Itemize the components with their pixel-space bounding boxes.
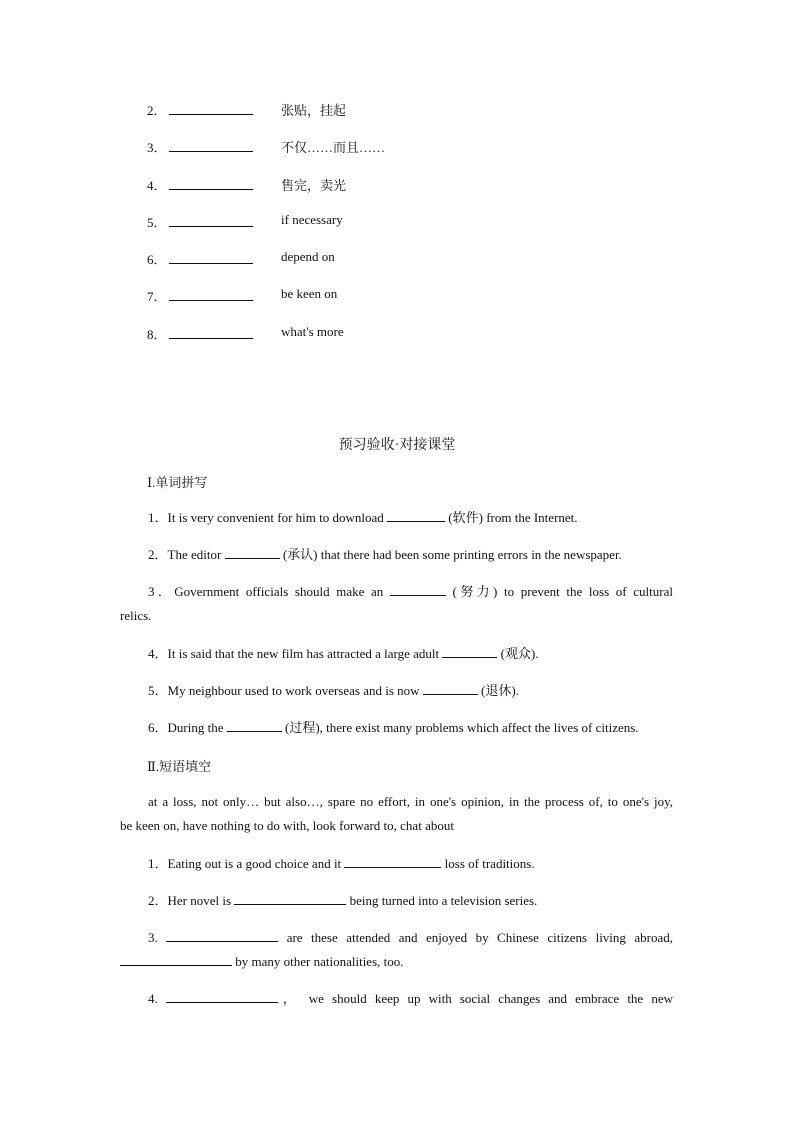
answer-blank[interactable] (166, 990, 278, 1003)
answer-blank[interactable] (169, 175, 253, 190)
question-text: Her novel is (167, 893, 235, 908)
question-item (120, 506, 673, 530)
item-number: 4. (148, 991, 166, 1006)
question-line (120, 580, 673, 604)
question-text: loss of traditions. (441, 856, 535, 871)
answer-blank[interactable] (169, 137, 253, 152)
item-number: 2． (147, 103, 167, 118)
question-text: Government officials should make an (174, 584, 390, 599)
answer-blank[interactable] (390, 583, 446, 596)
hint: (观众) (497, 646, 536, 661)
answer-blank[interactable] (120, 953, 232, 966)
question-text: My neighbour used to work overseas and is now (167, 683, 423, 698)
hint: (承认) (279, 547, 321, 562)
question-item (120, 852, 673, 876)
item-number: 6． (148, 720, 168, 735)
question-line (120, 950, 673, 974)
item-number: 7． (147, 289, 167, 304)
item-number: 3． (148, 584, 175, 599)
question-text: . (535, 646, 539, 661)
answer-blank[interactable] (166, 929, 278, 942)
question-item (120, 716, 673, 740)
hint: (软件) (445, 510, 487, 525)
answer-blank[interactable] (169, 286, 253, 301)
question-text: that there had been some printing errors in the newspaper. (320, 547, 622, 562)
question-text: Eating out is a good choice and it (167, 856, 345, 871)
item-number: 2． (148, 547, 168, 562)
question-text: from the Internet. (486, 510, 578, 525)
question-item (120, 543, 673, 567)
question-text: to prevent the loss of cultural (504, 584, 673, 599)
vocab-meaning: 售完，卖光 (281, 178, 347, 193)
answer-blank[interactable] (423, 682, 478, 695)
question-text: , there exist many problems which affect the lives of citizens. (319, 720, 639, 735)
question-item (120, 987, 673, 1011)
item-number: 8． (147, 327, 167, 342)
answer-blank[interactable] (169, 249, 253, 264)
item-number: 5． (147, 215, 167, 230)
question-text: During the (167, 720, 227, 735)
item-number: 3. (148, 930, 167, 945)
question-line (120, 987, 673, 1011)
vocab-meaning: depend on (281, 249, 335, 264)
answer-blank[interactable] (387, 509, 445, 522)
question-item (120, 580, 673, 628)
question-text: ， we should keep up with social changes and embrace the new (277, 991, 673, 1006)
question-text: The editor (167, 547, 225, 562)
question-text: It is very convenient for him to download (167, 510, 388, 525)
hint: (过程) (281, 720, 320, 735)
vocab-meaning: what's more (281, 324, 344, 339)
item-number: 5． (148, 683, 168, 698)
question-text: being turned into a television series. (346, 893, 538, 908)
phrase-bank-line: be keen on, have nothing to do with, look forward to, chat about (120, 818, 454, 833)
item-number: 4． (148, 646, 168, 661)
part2-heading: Ⅱ.短语填空 (147, 759, 212, 774)
hint: (努力) (445, 584, 505, 599)
question-line (120, 926, 673, 950)
question-item (120, 889, 673, 913)
phrase-bank-line: at a loss, not only… but also…, spare no effort, in one's opinion, in the process of, to one's joy, (148, 794, 673, 809)
question-text: . (515, 683, 519, 698)
hint: (退休) (477, 683, 516, 698)
question-text: by many other nationalities, too. (232, 954, 404, 969)
answer-blank[interactable] (442, 645, 497, 658)
section-title: 预习验收·对接课堂 (338, 438, 456, 453)
answer-blank[interactable] (169, 100, 253, 115)
question-text: It is said that the new film has attracted a large adult (167, 646, 443, 661)
part1-heading: Ⅰ.单词拼写 (147, 475, 208, 490)
item-number: 4． (147, 178, 167, 193)
item-number: 3． (147, 140, 167, 155)
answer-blank[interactable] (169, 212, 253, 227)
vocab-meaning: be keen on (281, 286, 338, 301)
item-number: 1． (148, 510, 168, 525)
vocab-meaning: 不仅……而且…… (281, 140, 386, 155)
question-item (120, 642, 673, 666)
item-number: 2． (148, 893, 168, 908)
answer-blank[interactable] (225, 546, 280, 559)
answer-blank[interactable] (227, 719, 282, 732)
question-item (120, 679, 673, 703)
answer-blank[interactable] (344, 855, 441, 868)
vocab-meaning: if necessary (281, 212, 343, 227)
question-text: relics. (120, 608, 152, 623)
phrase-bank (120, 790, 673, 838)
answer-blank[interactable] (234, 892, 346, 905)
item-number: 6． (147, 252, 167, 267)
answer-blank[interactable] (169, 324, 253, 339)
item-number: 1． (148, 856, 168, 871)
question-text: are these attended and enjoyed by Chinese citizens living abroad, (278, 930, 674, 945)
vocab-meaning: 张贴，挂起 (281, 103, 347, 118)
question-item (120, 926, 673, 974)
